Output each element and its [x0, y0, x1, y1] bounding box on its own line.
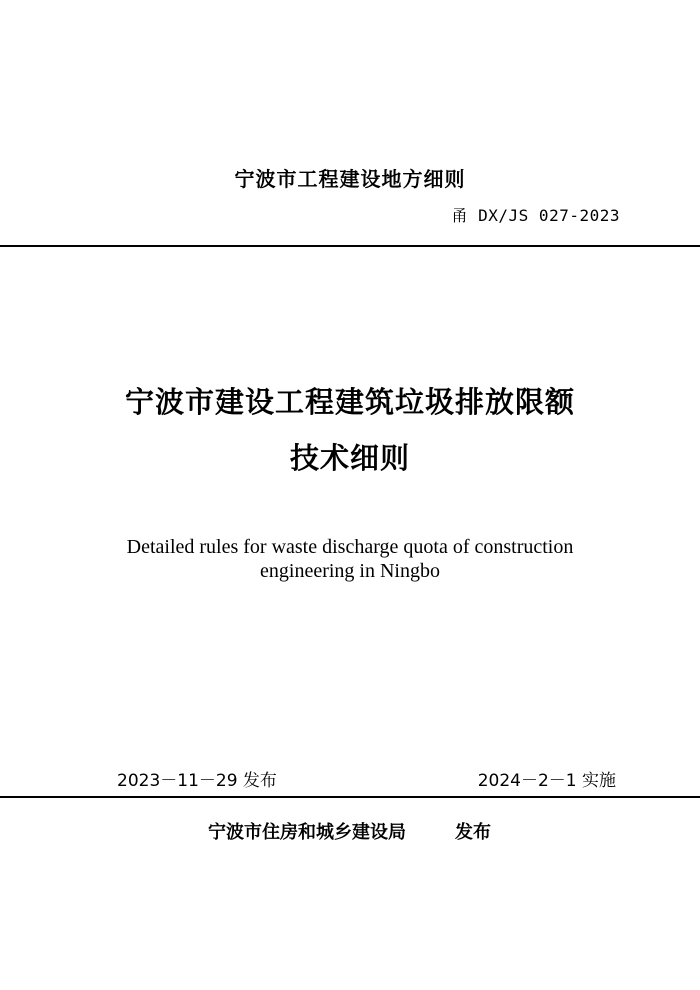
main-title-line1: 宁波市建设工程建筑垃圾排放限额: [124, 385, 575, 419]
english-title: [0, 535, 700, 583]
implementation-date: 2024－2－1 实施: [477, 771, 616, 791]
english-title-line1: Detailed rules for waste discharge quota of construction: [126, 536, 574, 558]
standard-code: 甬 DX/JS 027-2023: [451, 206, 620, 225]
english-title-line2: engineering in Ningbo: [260, 560, 440, 582]
bottom-divider: [0, 796, 700, 798]
issuer-suffix: 发布: [455, 822, 491, 843]
issue-date: 2023－11－29 发布: [117, 771, 277, 791]
top-divider: [0, 245, 700, 247]
issuer-name: 宁波市住房和城乡建设局: [208, 822, 406, 843]
main-title-line2: 技术细则: [289, 441, 410, 475]
series-title: 宁波市工程建设地方细则: [234, 167, 466, 191]
